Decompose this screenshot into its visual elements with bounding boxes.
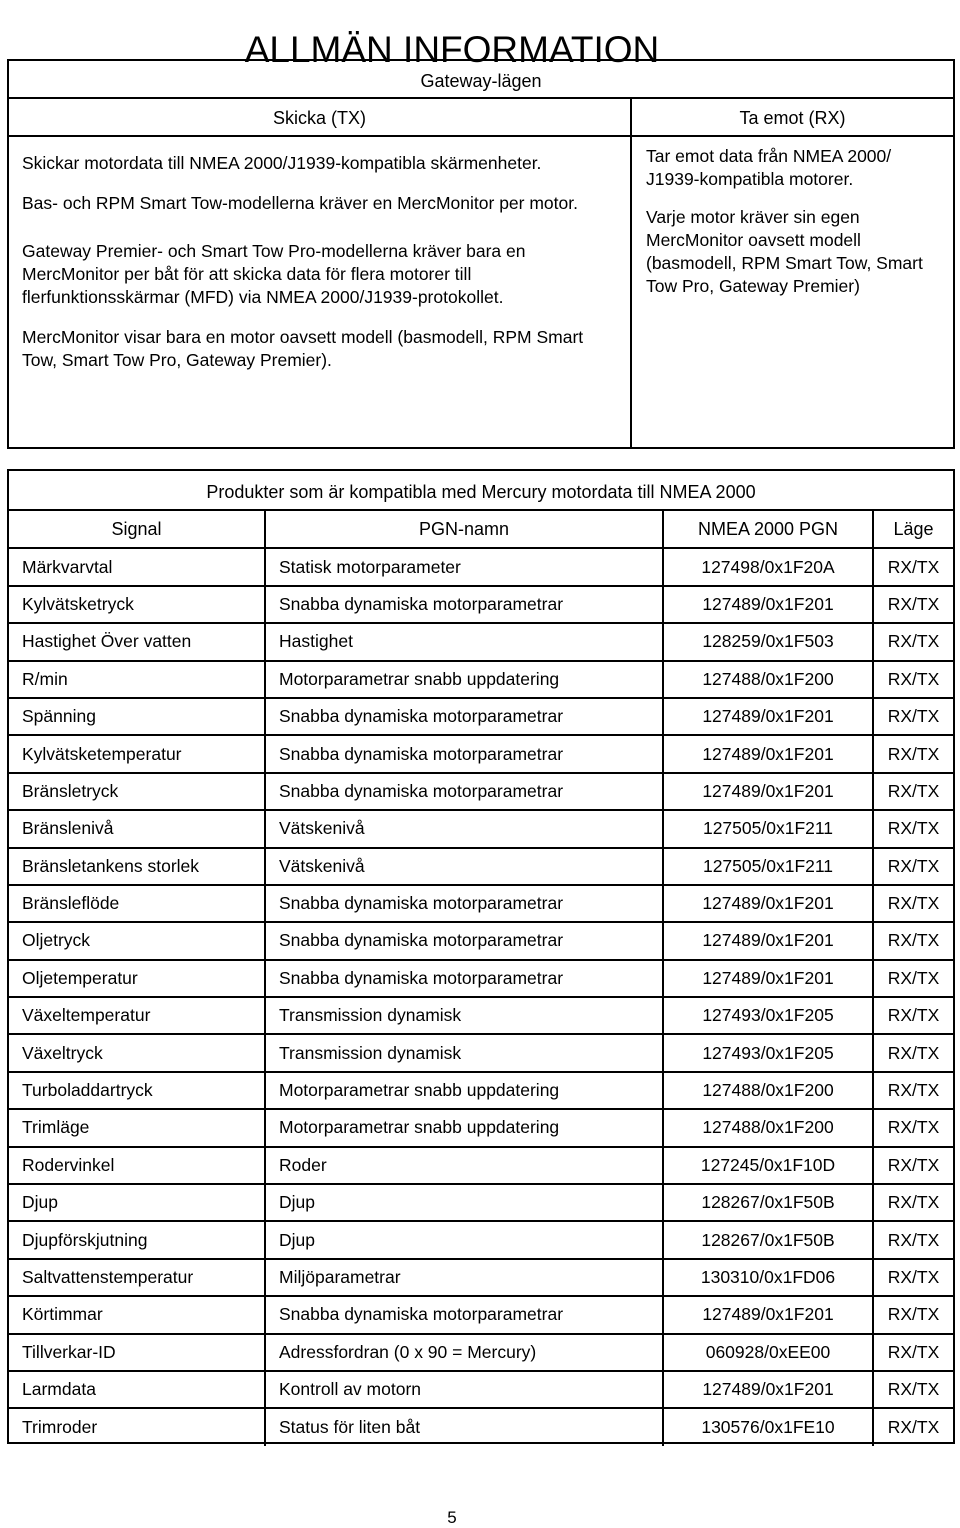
cell-pgn-name: Roder xyxy=(265,1147,663,1184)
table-row xyxy=(9,548,953,585)
table-row xyxy=(9,922,953,959)
table-row xyxy=(9,661,953,698)
gateway-modes-heading: Gateway-lägen xyxy=(9,61,953,99)
cell-pgn-name: Miljöparametrar xyxy=(265,1259,663,1296)
cell-signal: Bränsleflöde xyxy=(9,885,265,922)
cell-mode: RX/TX xyxy=(873,773,953,810)
cell-pgn: 127505/0x1F211 xyxy=(663,810,873,847)
cell-pgn-name: Transmission dynamisk xyxy=(265,997,663,1034)
column-header-pgn-name: PGN-namn xyxy=(265,511,663,548)
table-row xyxy=(9,1147,953,1184)
table-row xyxy=(9,810,953,847)
cell-pgn-name: Snabba dynamiska motorparametrar xyxy=(265,698,663,735)
cell-pgn-name: Snabba dynamiska motorparametrar xyxy=(265,586,663,623)
send-paragraph: Bas- och RPM Smart Tow-modellerna kräver en MercMonitor per motor. xyxy=(22,193,578,213)
column-header-pgn: NMEA 2000 PGN xyxy=(663,511,873,548)
cell-pgn-name: Snabba dynamiska motorparametrar xyxy=(265,735,663,772)
cell-pgn: 127493/0x1F205 xyxy=(663,1034,873,1071)
table-header-row xyxy=(9,511,953,548)
cell-pgn-name: Hastighet xyxy=(265,623,663,660)
table-row xyxy=(9,960,953,997)
cell-pgn: 127489/0x1F201 xyxy=(663,698,873,735)
cell-signal: Bränsletankens storlek xyxy=(9,848,265,885)
products-box xyxy=(7,469,955,1444)
cell-pgn: 128259/0x1F503 xyxy=(663,623,873,660)
cell-mode: RX/TX xyxy=(873,960,953,997)
cell-mode: RX/TX xyxy=(873,810,953,847)
column-header-signal: Signal xyxy=(9,511,265,548)
cell-pgn-name: Snabba dynamiska motorparametrar xyxy=(265,960,663,997)
cell-mode: RX/TX xyxy=(873,1147,953,1184)
cell-mode: RX/TX xyxy=(873,548,953,585)
cell-signal: Trimroder xyxy=(9,1408,265,1445)
receive-body xyxy=(632,137,953,298)
table-row xyxy=(9,1072,953,1109)
cell-signal: Växeltemperatur xyxy=(9,997,265,1034)
cell-mode: RX/TX xyxy=(873,885,953,922)
cell-mode: RX/TX xyxy=(873,586,953,623)
cell-pgn-name: Motorparametrar snabb uppdatering xyxy=(265,1072,663,1109)
cell-pgn: 127245/0x1F10D xyxy=(663,1147,873,1184)
cell-pgn: 127489/0x1F201 xyxy=(663,586,873,623)
cell-pgn: 127489/0x1F201 xyxy=(663,960,873,997)
gateway-modes-box xyxy=(7,59,955,449)
table-row xyxy=(9,1371,953,1408)
send-paragraph: MercMonitor visar bara en motor oavsett modell (basmodell, RPM Smart Tow, Smart Tow Pro, Gateway Premier). xyxy=(22,327,584,370)
send-column xyxy=(9,99,632,447)
table-row xyxy=(9,1259,953,1296)
cell-pgn: 127489/0x1F201 xyxy=(663,773,873,810)
cell-signal: Turboladdartryck xyxy=(9,1072,265,1109)
cell-pgn: 128267/0x1F50B xyxy=(663,1184,873,1221)
products-heading: Produkter som är kompatibla med Mercury motordata till NMEA 2000 xyxy=(9,471,953,511)
cell-mode: RX/TX xyxy=(873,848,953,885)
table-row xyxy=(9,1221,953,1258)
send-body xyxy=(9,137,630,372)
table-row xyxy=(9,623,953,660)
cell-mode: RX/TX xyxy=(873,1296,953,1333)
cell-mode: RX/TX xyxy=(873,1109,953,1146)
cell-signal: R/min xyxy=(9,661,265,698)
table-row xyxy=(9,698,953,735)
cell-signal: Växeltryck xyxy=(9,1034,265,1071)
cell-pgn: 130576/0x1FE10 xyxy=(663,1408,873,1445)
cell-mode: RX/TX xyxy=(873,1034,953,1071)
cell-pgn-name: Snabba dynamiska motorparametrar xyxy=(265,885,663,922)
cell-signal: Spänning xyxy=(9,698,265,735)
table-row xyxy=(9,997,953,1034)
cell-mode: RX/TX xyxy=(873,1371,953,1408)
cell-pgn-name: Status för liten båt xyxy=(265,1408,663,1445)
receive-paragraph: Varje motor kräver sin egen MercMonitor oavsett modell (basmodell, RPM Smart Tow, Smart Tow Pro, Gateway Premier) xyxy=(646,207,923,296)
cell-pgn: 128267/0x1F50B xyxy=(663,1221,873,1258)
cell-signal: Körtimmar xyxy=(9,1296,265,1333)
table-row xyxy=(9,1034,953,1071)
table-row xyxy=(9,1184,953,1221)
cell-signal: Kylvätsketryck xyxy=(9,586,265,623)
cell-signal: Bränsletryck xyxy=(9,773,265,810)
cell-mode: RX/TX xyxy=(873,922,953,959)
cell-pgn: 127498/0x1F20A xyxy=(663,548,873,585)
cell-mode: RX/TX xyxy=(873,1184,953,1221)
cell-signal: Saltvattenstemperatur xyxy=(9,1259,265,1296)
page-number: 5 xyxy=(447,1508,457,1527)
cell-pgn-name: Djup xyxy=(265,1221,663,1258)
cell-signal: Trimläge xyxy=(9,1109,265,1146)
cell-pgn: 127489/0x1F201 xyxy=(663,1371,873,1408)
cell-pgn-name: Djup xyxy=(265,1184,663,1221)
cell-mode: RX/TX xyxy=(873,1334,953,1371)
cell-pgn: 127488/0x1F200 xyxy=(663,1109,873,1146)
send-heading: Skicka (TX) xyxy=(9,99,630,137)
receive-paragraph: Tar emot data från NMEA 2000/ J1939-kompatibla motorer. xyxy=(646,146,892,189)
cell-mode: RX/TX xyxy=(873,997,953,1034)
table-row xyxy=(9,848,953,885)
cell-signal: Djup xyxy=(9,1184,265,1221)
cell-signal: Oljetemperatur xyxy=(9,960,265,997)
cell-pgn: 127493/0x1F205 xyxy=(663,997,873,1034)
receive-column xyxy=(632,99,953,447)
table-row xyxy=(9,1334,953,1371)
cell-signal: Hastighet Över vatten xyxy=(9,623,265,660)
page-title: ALLMÄN INFORMATION xyxy=(244,28,660,70)
table-row xyxy=(9,586,953,623)
cell-mode: RX/TX xyxy=(873,1259,953,1296)
cell-pgn-name: Snabba dynamiska motorparametrar xyxy=(265,1296,663,1333)
signals-table xyxy=(9,511,953,1446)
cell-mode: RX/TX xyxy=(873,698,953,735)
cell-signal: Djupförskjutning xyxy=(9,1221,265,1258)
cell-pgn-name: Vätskenivå xyxy=(265,810,663,847)
cell-pgn-name: Kontroll av motorn xyxy=(265,1371,663,1408)
table-row xyxy=(9,1408,953,1445)
cell-pgn: 127489/0x1F201 xyxy=(663,1296,873,1333)
cell-signal: Bränslenivå xyxy=(9,810,265,847)
cell-pgn-name: Statisk motorparameter xyxy=(265,548,663,585)
cell-mode: RX/TX xyxy=(873,1072,953,1109)
table-row xyxy=(9,773,953,810)
cell-pgn: 127488/0x1F200 xyxy=(663,661,873,698)
cell-pgn-name: Snabba dynamiska motorparametrar xyxy=(265,922,663,959)
cell-mode: RX/TX xyxy=(873,735,953,772)
table-row xyxy=(9,735,953,772)
cell-pgn-name: Motorparametrar snabb uppdatering xyxy=(265,1109,663,1146)
cell-signal: Kylvätsketemperatur xyxy=(9,735,265,772)
send-paragraph: Gateway Premier- och Smart Tow Pro-modellerna kräver bara en MercMonitor per båt för att skicka data för flera motorer till flerfunktionsskärmar (MFD) via NMEA 2000/J1939-protokollet. xyxy=(22,241,526,307)
table-body xyxy=(9,548,953,1445)
cell-pgn-name: Adressfordran (0 x 90 = Mercury) xyxy=(265,1334,663,1371)
receive-heading: Ta emot (RX) xyxy=(632,99,953,137)
cell-signal: Rodervinkel xyxy=(9,1147,265,1184)
cell-pgn: 130310/0x1FD06 xyxy=(663,1259,873,1296)
cell-pgn: 060928/0xEE00 xyxy=(663,1334,873,1371)
table-row xyxy=(9,885,953,922)
cell-pgn-name: Snabba dynamiska motorparametrar xyxy=(265,773,663,810)
cell-mode: RX/TX xyxy=(873,1408,953,1445)
cell-pgn: 127489/0x1F201 xyxy=(663,885,873,922)
column-header-mode: Läge xyxy=(873,511,953,548)
cell-pgn: 127488/0x1F200 xyxy=(663,1072,873,1109)
cell-signal: Oljetryck xyxy=(9,922,265,959)
table-row xyxy=(9,1109,953,1146)
cell-pgn-name: Vätskenivå xyxy=(265,848,663,885)
table-row xyxy=(9,1296,953,1333)
cell-mode: RX/TX xyxy=(873,623,953,660)
cell-signal: Märkvarvtal xyxy=(9,548,265,585)
cell-mode: RX/TX xyxy=(873,1221,953,1258)
cell-pgn: 127505/0x1F211 xyxy=(663,848,873,885)
cell-signal: Larmdata xyxy=(9,1371,265,1408)
cell-mode: RX/TX xyxy=(873,661,953,698)
send-paragraph: Skickar motordata till NMEA 2000/J1939-kompatibla skärmenheter. xyxy=(22,153,542,173)
cell-signal: Tillverkar-ID xyxy=(9,1334,265,1371)
cell-pgn-name: Transmission dynamisk xyxy=(265,1034,663,1071)
cell-pgn-name: Motorparametrar snabb uppdatering xyxy=(265,661,663,698)
cell-pgn: 127489/0x1F201 xyxy=(663,922,873,959)
cell-pgn: 127489/0x1F201 xyxy=(663,735,873,772)
